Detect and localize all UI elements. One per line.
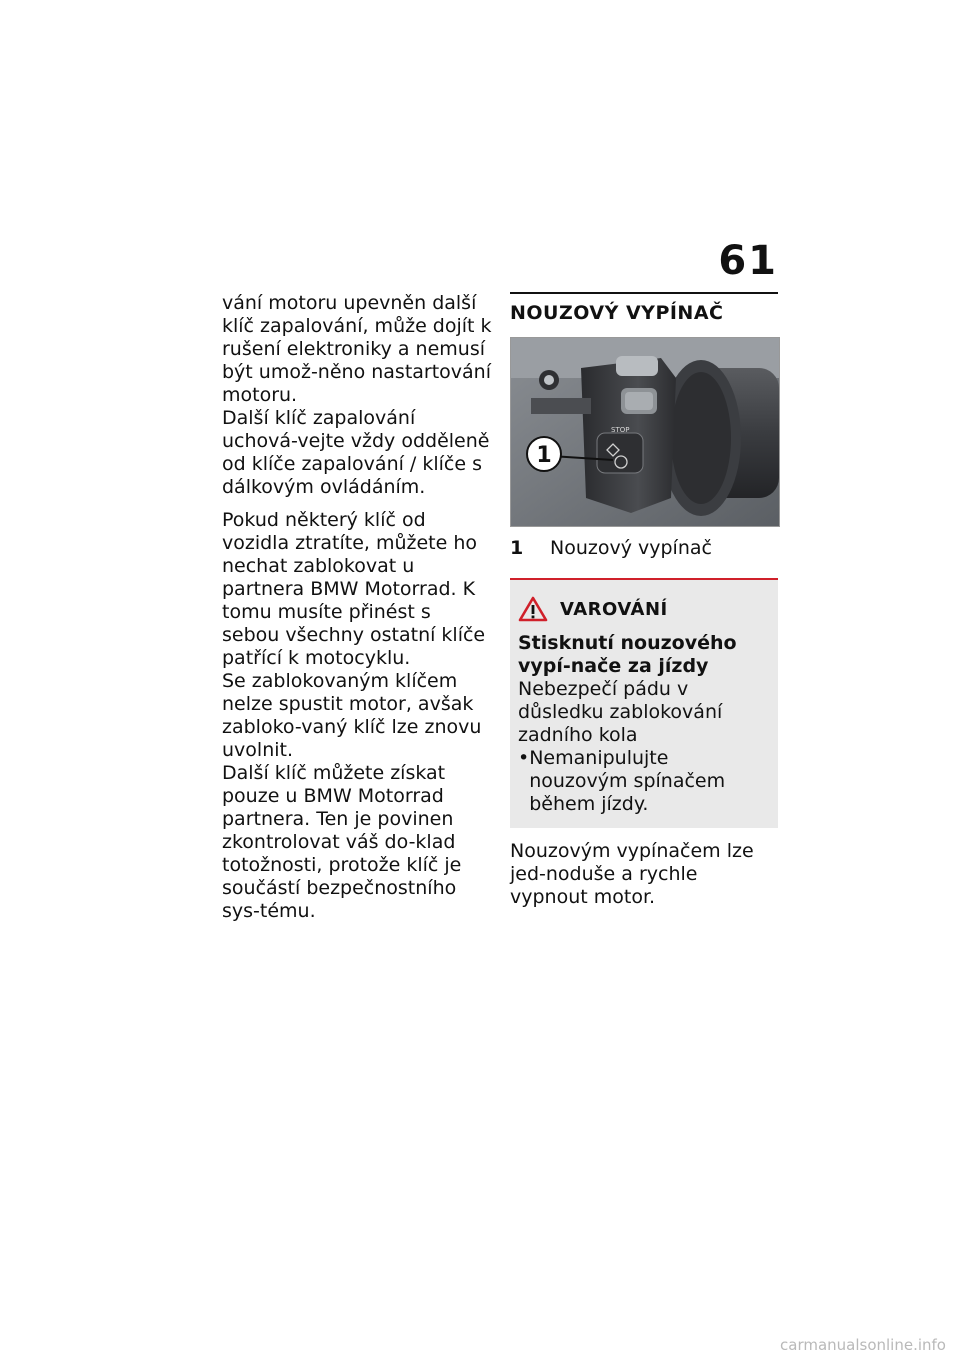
- warning-bullet: [518, 747, 770, 816]
- paragraph: Se zablokovaným klíčem nelze spustit motor, avšak zabloko-vaný klíč lze znovu uvolnit.: [222, 670, 482, 761]
- callout-label: 1: [536, 443, 552, 468]
- warning-subtitle: Stisknutí nouzového vypí-nače za jízdy: [518, 632, 737, 677]
- caption-text: Nouzový vypínač: [550, 537, 712, 559]
- section-body: Nouzovým vypínačem lze jed-noduše a rychle vypnout motor.: [510, 840, 754, 908]
- warning-bullet-text: Nemanipulujte nouzovým spínačem během jízdy.: [529, 747, 726, 815]
- watermark: carmanualsonline.info: [780, 1336, 946, 1354]
- warning-title: VAROVÁNÍ: [560, 598, 668, 620]
- paragraph: Další klíč zapalování uchová-vejte vždy odděleně od klíče zapalování / klíče s dálkovým ovládáním.: [222, 407, 490, 498]
- figure-caption: [510, 537, 780, 560]
- warning-triangle-icon: [518, 596, 548, 622]
- section-rule: [510, 292, 778, 294]
- handlebar-switch-illustration: [511, 338, 779, 526]
- right-column: [510, 292, 780, 909]
- caption-number: 1: [510, 537, 524, 559]
- warning-header: [518, 596, 770, 622]
- left-column: [222, 292, 492, 933]
- warning-box: [510, 578, 778, 828]
- stop-label: STOP: [611, 426, 630, 434]
- warning-text: Nebezpečí pádu v důsledku zablokování zadního kola: [518, 678, 723, 746]
- page-number: 61: [718, 238, 778, 284]
- paragraph: Pokud některý klíč od vozidla ztratíte, můžete ho nechat zablokovat u partnera BMW Motorrad. K tomu musíte přinést s sebou všechny ostatní klíče patřící k motocyklu.: [222, 509, 486, 669]
- section-title: NOUZOVÝ VYPÍNAČ: [510, 302, 724, 324]
- paragraph: Další klíč můžete získat pouze u BMW Motorrad partnera. Ten je povinen zkontrolovat váš do-klad totožnosti, protože klíč je součástí bezpečnostního sys-tému.: [222, 762, 462, 922]
- handlebar-photo: [510, 337, 780, 527]
- bullet-dot-icon: •: [518, 747, 530, 769]
- paragraph: vání motoru upevněn další klíč zapalování, může dojít k rušení elektroniky a nemusí být umož-něno nastartování motoru.: [222, 292, 492, 406]
